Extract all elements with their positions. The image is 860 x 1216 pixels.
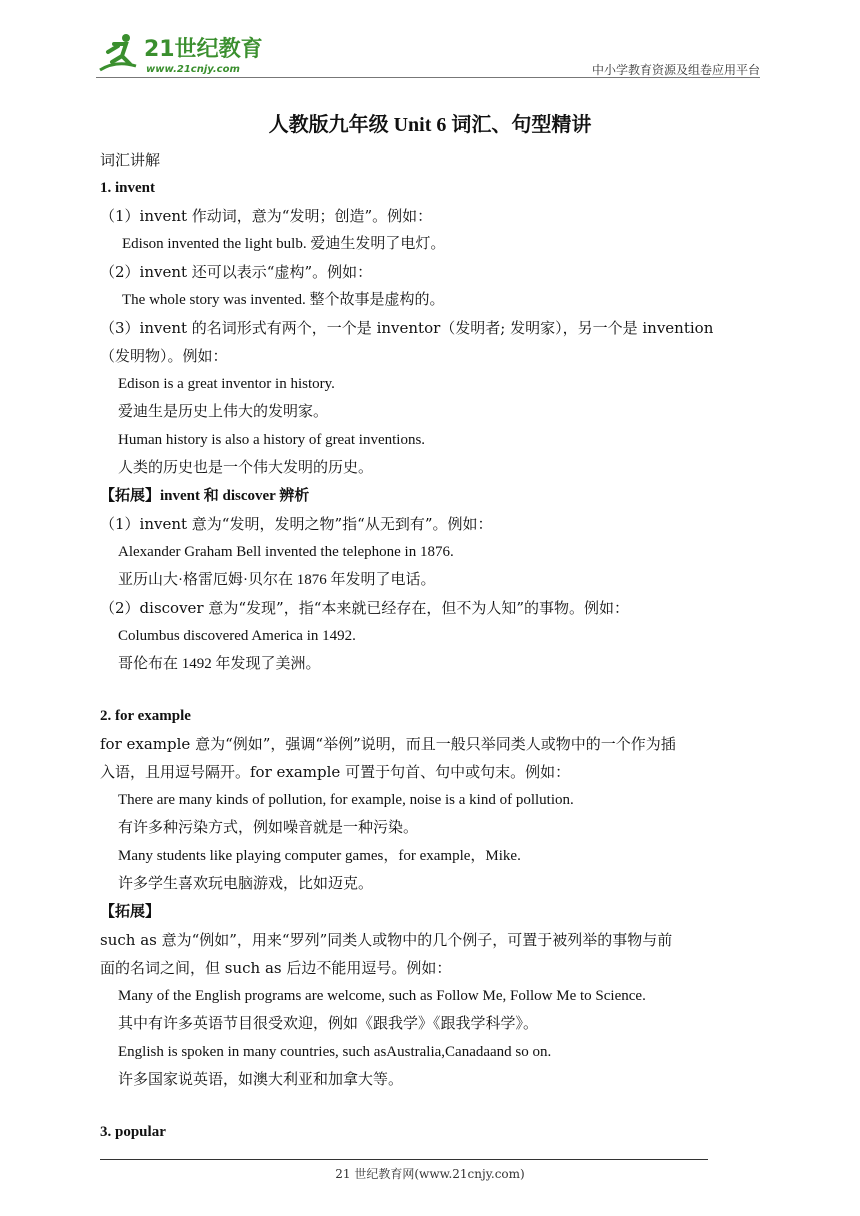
text-line: Many of the English programs are welcome, such as Follow Me, Follow Me to Science. — [118, 988, 646, 1004]
text-line: Columbus discovered America in 1492. — [118, 628, 356, 644]
text-line: Edison is a great inventor in history. — [118, 376, 335, 392]
blank-line — [100, 678, 760, 702]
footer-divider — [100, 1159, 708, 1160]
text-line: 入语，且用逗号隔开。for example 可置于句首、句中或句末。例如： — [100, 763, 571, 781]
text-line: 许多国家说英语，如澳大利亚和加拿大等。 — [118, 1072, 404, 1088]
text-line: 有许多种污染方式，例如噪音就是一种污染。 — [118, 820, 419, 836]
text-line: 词汇讲解 — [100, 151, 161, 169]
text-line: 面的名词之间，但 such as 后边不能用逗号。例如： — [100, 959, 452, 977]
text-line: English is spoken in many countries, such asAustralia,Canadaand so on. — [118, 1044, 552, 1060]
text-line: Human history is also a history of great inventions. — [118, 432, 426, 448]
text-line: （2）discover 意为“发现”，指“本来就已经存在，但不为人知”的事物。例如： — [100, 599, 630, 617]
header-platform-text: 中小学教育资源及组卷应用平台 — [591, 63, 760, 77]
section-heading: 1. invent — [100, 180, 156, 196]
text-line: Alexander Graham Bell invented the telephone in 1876. — [118, 544, 454, 560]
text-line: 人类的历史也是一个伟大发明的历史。 — [118, 460, 374, 476]
text-line: There are many kinds of pollution, for example, noise is a kind of pollution. — [118, 792, 574, 808]
page-footer: 21 世纪教育网(www.21cnjy.com) — [335, 1167, 525, 1181]
text-line: （1）invent 作动词，意为“发明；创造”。例如： — [100, 207, 433, 225]
text-line: The whole story was invented. 整个故事是虚构的。 — [122, 292, 445, 308]
section-heading: 【拓展】 — [100, 904, 161, 920]
page-title: 人教版九年级 Unit 6 词汇、句型精讲 — [268, 114, 592, 136]
text-line: （2）invent 还可以表示“虚构”。例如： — [100, 263, 373, 281]
header-divider — [96, 77, 760, 78]
logo-icon — [96, 30, 266, 76]
page-header — [96, 30, 760, 78]
section-heading: 2. for example — [100, 708, 191, 724]
section-heading: 【拓展】invent 和 discover 辨析 — [100, 488, 310, 504]
text-line: 哥伦布在 1492 年发现了美洲。 — [118, 656, 321, 672]
text-line: such as 意为“例如”，用来“罗列”同类人或物中的几个例子，可置于被列举的事物与前 — [100, 931, 673, 949]
logo-url: www.21cnjy.com — [146, 64, 240, 75]
text-line: 其中有许多英语节目很受欢迎，例如《跟我学》《跟我学科学》。 — [118, 1016, 539, 1032]
text-line: Many students like playing computer games，for example，Mike. — [118, 848, 521, 864]
document-body — [100, 146, 760, 1146]
text-line: Edison invented the light bulb. 爱迪生发明了电灯。 — [122, 236, 446, 252]
section-heading: 3. popular — [100, 1124, 166, 1140]
text-line: （3）invent 的名词形式有两个，一个是 inventor（发明者; 发明家），另一个是 invention — [100, 319, 714, 337]
text-line: for example 意为“例如”，强调“举例”说明，而且一般只举同类人或物中的一个作为插 — [100, 735, 676, 753]
text-line: 许多学生喜欢玩电脑游戏，比如迈克。 — [118, 876, 374, 892]
blank-line — [100, 1094, 760, 1118]
text-line: 亚历山大·格雷厄姆·贝尔在 1876 年发明了电话。 — [118, 572, 436, 588]
text-line: （发明物）。例如： — [100, 347, 228, 365]
logo-text: 21世纪教育 — [144, 37, 263, 62]
text-line: 爱迪生是历史上伟大的发明家。 — [118, 404, 329, 420]
text-line: （1）invent 意为“发明，发明之物”指“从无到有”。例如： — [100, 515, 493, 533]
